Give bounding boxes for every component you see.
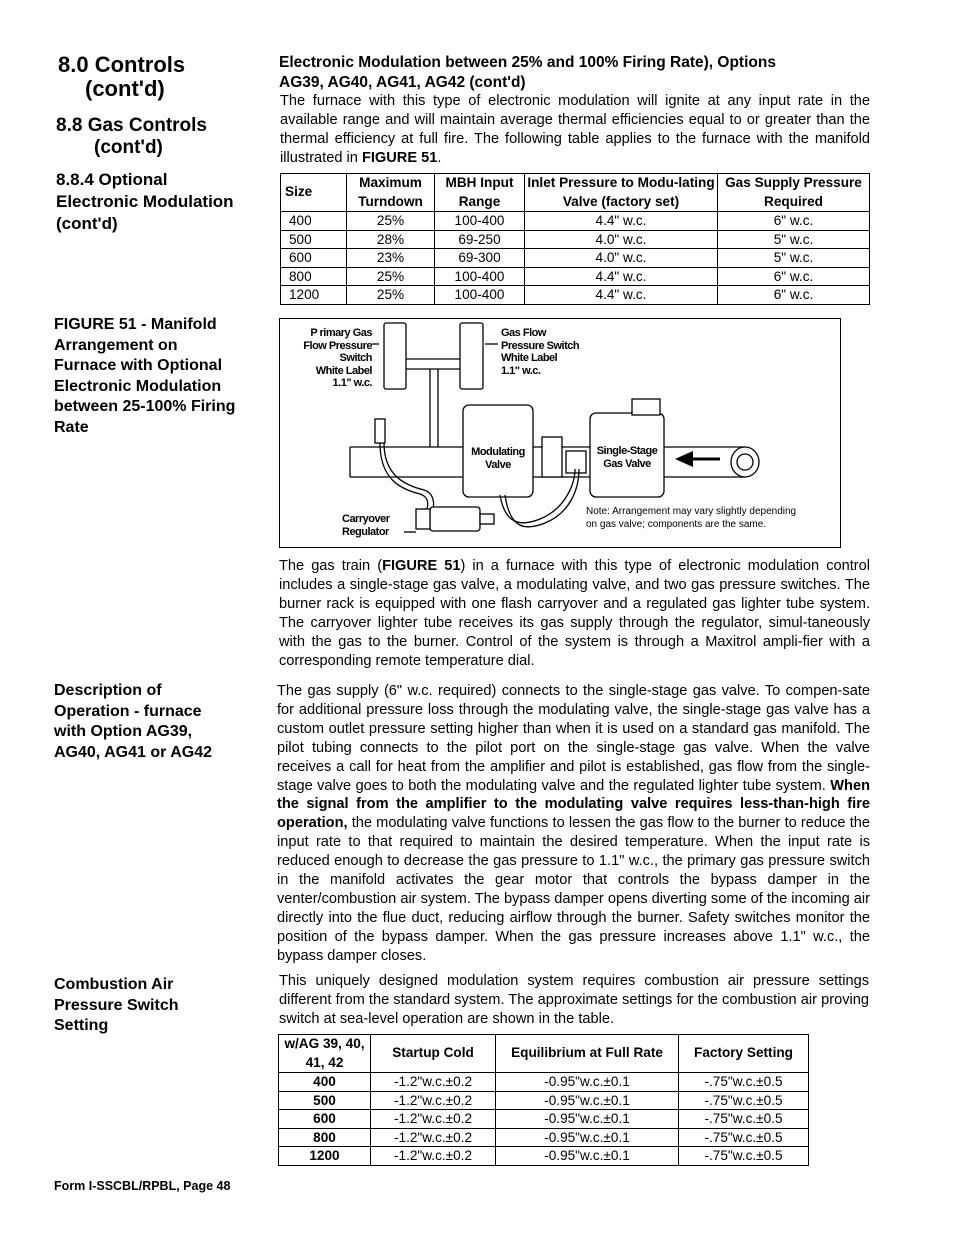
table-cell: -1.2"w.c.±0.2 xyxy=(371,1110,496,1129)
table-cell: -0.95"w.c.±0.1 xyxy=(496,1128,679,1147)
table-cell: 23% xyxy=(347,249,435,268)
table-header-row: w/AG 39, 40, 41, 42 Startup Cold Equilibrium at Full Rate Factory Setting xyxy=(279,1035,809,1073)
table-cell: -.75"w.c.±0.5 xyxy=(679,1128,809,1147)
figure-caption: FIGURE 51 - Manifold Arrangement on Furnace with Optional Electronic Modulation between 25-100% Firing Rate xyxy=(54,316,236,436)
table-cell: -0.95"w.c.±0.1 xyxy=(496,1110,679,1129)
table-row xyxy=(279,1110,809,1129)
section-title: 8.0 Controls (cont'd) xyxy=(58,52,186,101)
table-cell: -1.2"w.c.±0.2 xyxy=(371,1091,496,1110)
table-row xyxy=(279,1128,809,1147)
table-cell: -0.95"w.c.±0.1 xyxy=(496,1147,679,1166)
subsubsection-title: 8.8.4 Optional Electronic Modulation (cont'd) xyxy=(56,170,234,233)
combustion-air-table xyxy=(278,1034,809,1166)
table-cell: 4.0" w.c. xyxy=(525,249,718,268)
operation-paragraph: The gas supply (6" w.c. required) connects to the single-stage gas valve. To compen-sate for additional pressure loss through the modulating valve, the single-stage gas valve has a custom outlet pressure setting higher than when it is used on a standard gas manifold. The pilot tubing connects to the pilot port on the single-stage gas valve. When the valve receives a call for heat from the amplifier and pilot is established, gas flow from the single-stage valve goes to both the modulating valve and the regulated lighter tube system. When the signal from the amplifier to the modulating valve requires less-than-high fire operation, the modulating valve functions to lessen the gas flow to the burner to reduce the input rate to that required to maintain the desired temperature. When the input rate is reduced enough to decrease the gas pressure to 1.1" w.c., the primary gas pressure switch in the manifold activates the gear motor that controls the bypass damper in the venter/combustion air system. The bypass damper opens diverting some of the incoming air directly into the flue duct, reducing airflow through the burner. Safety switches monitor the position of the bypass damper. When the gas pressure increases above 1.1" w.c., the bypass damper closes. xyxy=(277,683,870,964)
table-cell: 6" w.c. xyxy=(718,267,870,286)
table-row xyxy=(279,1073,809,1092)
table-cell: 25% xyxy=(347,286,435,305)
carryover-regulator-label: Carryover Regulator xyxy=(342,513,390,538)
table-cell: 4.4" w.c. xyxy=(525,212,718,231)
table-row xyxy=(281,286,870,305)
table-cell: -0.95"w.c.±0.1 xyxy=(496,1073,679,1092)
table-cell: -1.2"w.c.±0.2 xyxy=(371,1147,496,1166)
page-footer: Form I-SSCBL/RPBL, Page 48 xyxy=(54,1179,231,1193)
figure-reference: FIGURE 51 xyxy=(361,149,438,166)
table-header-row: Size Maximum Turndown MBH Input Range Inlet Pressure to Modu-lating Valve (factory set) Gas Supply Pressure Required xyxy=(281,174,870,212)
table-row xyxy=(279,1091,809,1110)
table-row xyxy=(281,230,870,249)
table-cell: 4.4" w.c. xyxy=(525,267,718,286)
table-cell: -.75"w.c.±0.5 xyxy=(679,1147,809,1166)
diagram-note: Note: Arrangement may vary slightly depending on gas valve; components are the same. xyxy=(586,506,797,530)
gas-train-paragraph: The gas train (FIGURE 51) in a furnace with this type of electronic modulation control includes a single-stage gas valve, a modulating valve, and two gas pressure switches. The burner rack is equipped with one flash carryover and a regulated gas lighter tube system. The carryover lighter tube receives its gas supply through the regulator, simul-taneously with the gas to the burner. Control of the system is through a Maxitrol ampli-fier with a corresponding remote temperature dial. xyxy=(279,558,871,669)
table-cell: 500 xyxy=(279,1091,371,1110)
table-row xyxy=(281,249,870,268)
subsection-title: 8.8 Gas Controls (cont'd) xyxy=(56,115,207,158)
table-cell: -1.2"w.c.±0.2 xyxy=(371,1073,496,1092)
table-cell: 600 xyxy=(281,249,347,268)
gasflow-switch-label: Gas Flow Pressure Switch White Label 1.1" w.c. xyxy=(501,327,580,377)
table-cell: 100-400 xyxy=(435,267,525,286)
table-cell: 5" w.c. xyxy=(718,249,870,268)
table-cell: 1200 xyxy=(281,286,347,305)
table-cell: 5" w.c. xyxy=(718,230,870,249)
table-cell: -.75"w.c.±0.5 xyxy=(679,1110,809,1129)
table-row xyxy=(281,267,870,286)
table-cell: 25% xyxy=(347,267,435,286)
primary-switch-label: P rimary Gas Flow Pressure Switch White Label 1.1" w.c. xyxy=(303,327,372,389)
table-cell: 800 xyxy=(281,267,347,286)
table-cell: 400 xyxy=(281,212,347,231)
table-cell: 4.0" w.c. xyxy=(525,230,718,249)
table-cell: 6" w.c. xyxy=(718,212,870,231)
main-heading: Electronic Modulation between 25% and 100% Firing Rate), Options AG39, AG40, AG41, AG42 (cont'd) xyxy=(279,54,776,91)
table-row xyxy=(281,212,870,231)
figure-reference: FIGURE 51 xyxy=(382,558,461,574)
intro-paragraph: The furnace with this type of electronic modulation will ignite at any input rate in the available range and will maintain average thermal efficiencies equal to or greater than the thermal efficiency at full fire. The following table applies to the furnace with the manifold illustrated in FIGURE 51. xyxy=(280,93,870,166)
table-cell: -1.2"w.c.±0.2 xyxy=(371,1128,496,1147)
table-row xyxy=(279,1147,809,1166)
manifold-diagram xyxy=(279,318,841,548)
table-cell: -.75"w.c.±0.5 xyxy=(679,1073,809,1092)
table-cell: 600 xyxy=(279,1110,371,1129)
table-cell: 1200 xyxy=(279,1147,371,1166)
table-cell: 100-400 xyxy=(435,212,525,231)
table-cell: 69-300 xyxy=(435,249,525,268)
table-cell: 4.4" w.c. xyxy=(525,286,718,305)
table-cell: 400 xyxy=(279,1073,371,1092)
description-heading: Description of Operation - furnace with Option AG39, AG40, AG41 or AG42 xyxy=(54,682,212,761)
combustion-heading: Combustion Air Pressure Switch Setting xyxy=(54,976,179,1034)
table-cell: 25% xyxy=(347,212,435,231)
single-stage-valve-label: Single-Stage Gas Valve xyxy=(596,445,658,470)
modulating-valve-label: Modulating Valve xyxy=(471,446,525,471)
table-cell: 28% xyxy=(347,230,435,249)
table-cell: -.75"w.c.±0.5 xyxy=(679,1091,809,1110)
table-cell: 100-400 xyxy=(435,286,525,305)
table-cell: 69-250 xyxy=(435,230,525,249)
gas-pressure-table xyxy=(280,173,870,305)
table-cell: -0.95"w.c.±0.1 xyxy=(496,1091,679,1110)
table-cell: 800 xyxy=(279,1128,371,1147)
combustion-paragraph: This uniquely designed modulation system requires combustion air pressure settings different from the standard system. The approximate settings for the combustion air proving switch at sea-level operation are shown in the table. xyxy=(279,973,869,1027)
table-cell: 6" w.c. xyxy=(718,286,870,305)
flow-arrow-icon xyxy=(675,451,720,467)
table-cell: 500 xyxy=(281,230,347,249)
